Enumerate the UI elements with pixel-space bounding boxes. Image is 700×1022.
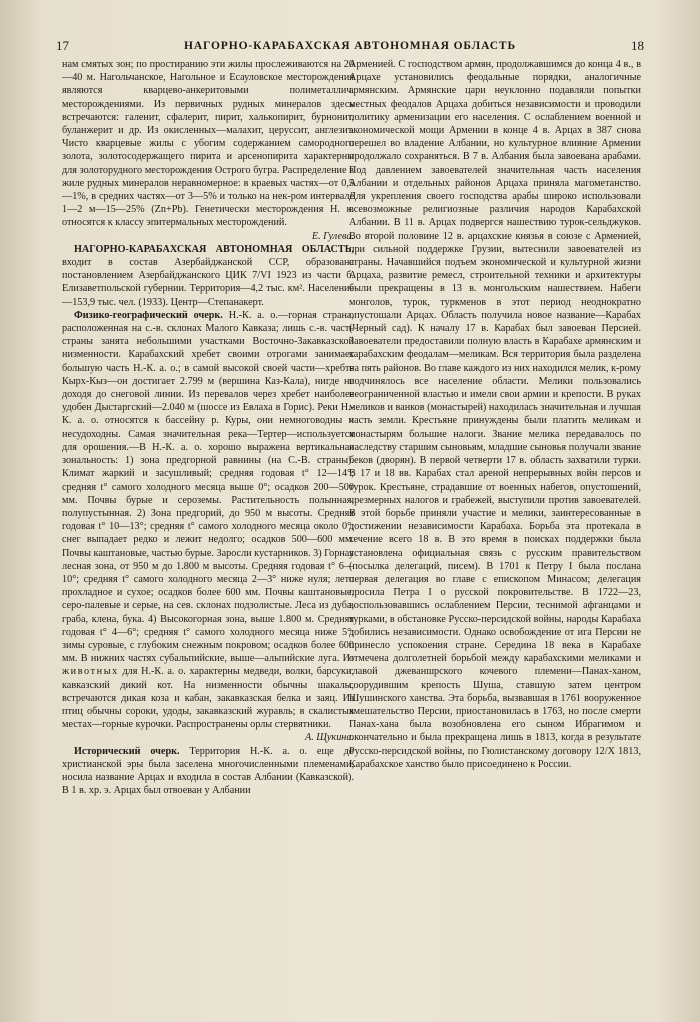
header-title: НАГОРНО-КАРАБАХСКАЯ АВТОНОМНАЯ ОБЛАСТЬ [183,40,517,52]
author-signature: А. Щукина. [304,732,354,744]
section-heading-history: Исторический очерк. [74,745,180,757]
signature-line-2 [62,731,354,744]
left-column [62,58,354,1008]
geography-text: Н.-К. а. о.—горная страна, расположенная на с.-в. склонах Малого Кавказа; лишь с.-в. часть страны занята небольшими участками Восточно-Закавказской низменности. Карабахский хребет своими отрогами занимает большую часть Н.-К. а. о.; в самой высокой своей части—хребте Кырх-Кыз—он достигает 2.799 м (вершина Каз-Кала), нигде не доходя до снеговой линии. Из перевалов через хребет наиболее удобен Дыстаргский—2.040 м (шоссе из Евлаха в Горис). Реки Н.-К. а. о. относятся к бассейну р. Куры, они немноговодны и несудоходны. Самая значительная река—Тертер—используется для орошения.—В Н.-К. а. о. хорошо выражена вертикальная зональность: 1) зона предгорной равнины (на С.-В. страны). Климат жаркий и засушливый; средняя годовая t° 12—14°; средняя t° самого холодного месяца выше 0°; осадков 200—500 мм. Почвы бурые и сероземы. Растительность полынная, полупустынная. 2) Зона предгорий, до 950 м высоты. Средняя годовая t° 10—13°; средняя t° самого холодного месяца около 0°; снег выпадает редко и лежит недолго; осадков 500—600 мм. Почвы каштановые, частью бурые. Заросли кустарников. 3) Горная лесная зона, от 950 м до 1.800 м высоты. Средняя годовая t° 6—10°; средняя t° самого холодного месяца 2—3° ниже нуля; лето прохладное и сухое; осадков более 600 мм. Почвы каштановые, серо-палевые и серые, на сев. склонах подзолистые. Леса из дуба, граба, клена, бука. 4) Высокогорная зона, выше 1.800 м. Средняя годовая t° 4—6°; средняя t° самого холодного месяца ниже 5°; зимы суровые, с глубоким снежным покровом; осадков более 600 мм. В нижних частях субальпийские, выше—альпийские луга. Из [62,309,354,665]
paragraph-history-continued: Арменией. С господством армян, продолжавшимся до конца 4 в., в Арцахе установились феодальные порядки, аналогичные армянским. Армянские цари неуклонно подавляли попытки местных феодалов Арцаха добиться независимости и проводили политику арменизации его населения. С ослаблением военной и экономической мощи Армении в конце 4 в. Арцах в 387 снова перешел во владение Албании, но культурное влияние Армении продолжало сохраняться. В 7 в. Албания была завоевана арабами. Под давлением завоевателей значительная часть населения Албании и отдельных районов Арцаха приняла магометанство. Для укрепления своего господства арабы широко использовали всевозможные религиозные различия народов Карабахской Албании. В 11 в. Арцах подвергся нашествию турок-сельджуков. Во второй половине 12 в. арцахские князья в союзе с Арменией, при сильной поддержке Грузии, вытеснили завоевателей из страны. Начавшийся подъем экономической и культурной жизни Арцаха, развитие ремесл, строительной техники и архитектуры были прекращены в 13 в. монгольским нашествием. Набеги монголов, турок, туркменов в этот период неоднократно опустошали Арцах. Область получила новое название—Карабах (Черный сад). К началу 17 в. Карабах был завоеван Персией. Завоеватели предоставили полную власть в Карабахе армянским и карабахским феодалам—меликам. Вся территория была разделена на пять районов. Во главе каждого из них находился мелик, к-рому подчинялось все население области. Мелики пользовались неограниченной властью и имели свои армии и крепости. В руках меликов и ванков (монастырей) находилась значительная и лучшая часть земли. Крестьяне принуждены были платить меликам и монастырям большие налоги. Звание мелика передавалось по наследству старшим сыновьям, младшие сыновья получали звание беков (дворян). В первой четверти 17 в. область захватили турки. В 17 и 18 вв. Карабах стал ареной непрерывных войн персов и турок. Крестьяне, страдавшие от военных набегов, опустошений, чрезмерных налогов и грабежей, выступили против завоевателей. В этой борьбе приняли участие и мелики, заинтересованные в достижении независимости Карабаха. Борьба эта протекала в течение всего 18 в. В это время в поисках поддержки была установлена официальная связь с русским правительством (посылка делегаций, писем). В 1701 к Петру I была послана первая делегация во главе с епископом Минасом; делегация просила Петра I о русской покровительстве. В 1722—23, воспользовавшись ослаблением Персии, теснимой афганцами и турками, в обстановке Русско-персидской войны, народы Карабаха добились независимости. Однако освобождение от ига Персии не принесло успокоения стране. Середина 18 века в Карабахе отмечена долголетней борьбой между карабахскими меликами и главой джеваншрского кочевого племени—Панах-ханом, соорудившим крепость Шуша, ставшую затем центром Шушинского ханства. Эта борьба, вызвавшая в 1761 вооруженное вмешательство Персии, приостановилась в 1763, но после смерти Панах-хана была возобновлена его сыном Ибрагимом и окончательно и была прекращена лишь в 1813, когда в результате Русско-персидской войны, по Гюлистанскому договору 12/X 1813, Карабахское ханство было присоединено к России. [349,59,641,770]
page-number-right: 18 [631,38,644,53]
article-headword: НАГОРНО-КАРАБАХСКАЯ АВТОНОМНАЯ ОБЛАСТЬ, [74,243,354,255]
paragraph-article-intro [62,243,354,309]
author-signature: Е. Гулева. [311,230,354,242]
geography-text-end: для Н.-К. а. о. характерны медведи, волки, барсуки, кавказский дикий кот. На низменности обычны шакалы, встречаются дикая коза и кабан, закавказская белка и заяц. Из птиц обычны сороки, удоды, закавказский журавль; в скалистых местах—горные курочки. Распространены орлы стервятники. [62,666,354,731]
running-header [56,36,644,56]
paragraph-history [62,745,354,798]
right-column [349,58,641,1008]
paragraph-geography [62,309,354,732]
page-number-left: 17 [56,38,69,53]
fauna-term: животных [62,666,119,678]
section-heading-geography: Физико-географический очерк. [74,309,223,321]
article-intro-text: входит в состав Азербайджанской ССР, образована постановлением Азербайджанского ЦИК 7/VI 1923 из части б. Елизаветпольской губернии. Территория—4,2 тыс. км². Население—153,9 тыс. чел. (1933). Центр—Степанакерт. [62,257,354,308]
paragraph-deposits: нам смятых зон; по простиранию эти жилы прослеживаются на 20—40 м. Нагольчанское, Нагольное и Есауловское месторождения являются кварцево-анкеритовыми полиметаллич. месторождениями. Из первичных рудных минералов здесь встречаются: галенит, сфалерит, пирит, халькопирит, бурнонит, буланжерит и др. Из окисленных—малахит, церуссит, англезит. Чисто кварцевые жилы с убогим содержанием самородного золота, золотосодержащего пирита и арсенопирита характерны для золоторудного месторождения Острого бугра. Распределение в жиле рудных минералов неравномерное: в краевых частях—от 0,5—1%, в средних частях—от 3—5% и только на нек-ром интервале 1—2 м—15—25% (Zn+Pb). Генетически месторождения Н. к. относятся к классу эпитермальных месторождений. [62,59,354,229]
history-text: Территория Н.-К. а. о. еще до христианской эры была заселена многочисленными племенами, носила название Арцах и входила в состав Албании (Кавказской). В 1 в. хр. э. Арцах был отвоеван у Албании [62,745,354,797]
signature-line-1 [62,230,354,243]
